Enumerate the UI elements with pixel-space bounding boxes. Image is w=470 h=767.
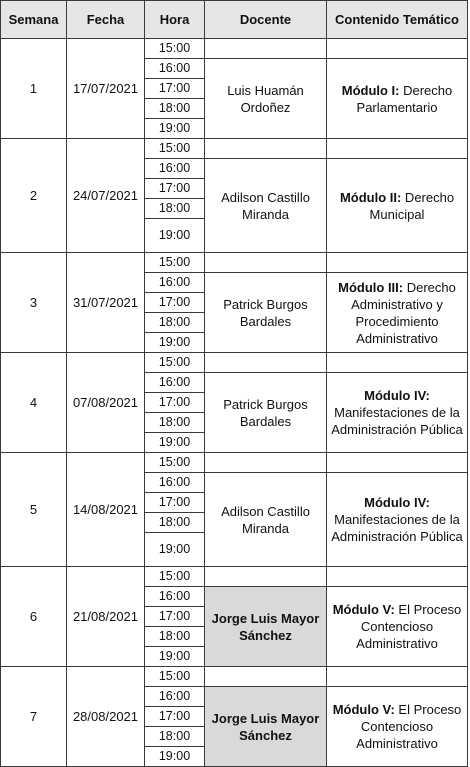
session-time: 17:00 <box>145 79 205 99</box>
session-time: 19:00 <box>145 433 205 453</box>
module-label: Módulo V: <box>332 702 395 717</box>
week-number: 5 <box>1 453 67 567</box>
topic-text: Manifestaciones de la Administración Pública <box>331 512 463 544</box>
session-time: 15:00 <box>145 667 205 687</box>
teacher-name: Jorge Luis Mayor Sánchez <box>205 687 327 767</box>
table-row <box>1 567 468 587</box>
header-row <box>1 1 468 39</box>
session-time: 19:00 <box>145 219 205 253</box>
session-date: 24/07/2021 <box>67 139 145 253</box>
session-time: 18:00 <box>145 99 205 119</box>
session-time: 18:00 <box>145 199 205 219</box>
session-time: 19:00 <box>145 533 205 567</box>
session-time: 18:00 <box>145 313 205 333</box>
session-date: 17/07/2021 <box>67 39 145 139</box>
session-date: 21/08/2021 <box>67 567 145 667</box>
topic-text: Derecho Municipal <box>369 189 455 222</box>
session-date: 14/08/2021 <box>67 453 145 567</box>
blank-topic-cell <box>327 667 468 687</box>
session-time: 15:00 <box>145 253 205 273</box>
blank-teacher-cell <box>205 453 327 473</box>
teacher-name: Adilson Castillo Miranda <box>205 159 327 253</box>
blank-teacher-cell <box>205 139 327 159</box>
session-time: 15:00 <box>145 453 205 473</box>
session-date: 31/07/2021 <box>67 253 145 353</box>
session-time: 17:00 <box>145 293 205 313</box>
header-teacher: Docente <box>205 1 327 39</box>
topic-cell <box>327 59 468 139</box>
session-time: 17:00 <box>145 179 205 199</box>
schedule-body <box>1 39 468 767</box>
module-label: Módulo IV: <box>364 495 430 510</box>
session-date: 28/08/2021 <box>67 667 145 767</box>
session-time: 17:00 <box>145 493 205 513</box>
topic-cell <box>327 687 468 767</box>
blank-topic-cell <box>327 453 468 473</box>
topic-text: Manifestaciones de la Administración Pública <box>331 405 463 437</box>
table-row <box>1 453 468 473</box>
week-number: 7 <box>1 667 67 767</box>
header-date: Fecha <box>67 1 145 39</box>
session-time: 19:00 <box>145 747 205 767</box>
table-row <box>1 667 468 687</box>
session-time: 16:00 <box>145 587 205 607</box>
session-time: 19:00 <box>145 119 205 139</box>
session-time: 16:00 <box>145 273 205 293</box>
header-week: Semana <box>1 1 67 39</box>
topic-text: Derecho Administrativo y Procedimiento Administrativo <box>351 279 456 346</box>
topic-text: El Proceso Contencioso Administrativo <box>356 702 462 751</box>
session-time: 15:00 <box>145 139 205 159</box>
session-time: 16:00 <box>145 59 205 79</box>
week-number: 1 <box>1 39 67 139</box>
blank-topic-cell <box>327 353 468 373</box>
topic-cell <box>327 273 468 353</box>
topic-cell <box>327 373 468 453</box>
blank-teacher-cell <box>205 39 327 59</box>
session-time: 15:00 <box>145 567 205 587</box>
topic-text: Derecho Parlamentario <box>356 82 453 115</box>
session-date: 07/08/2021 <box>67 353 145 453</box>
session-time: 18:00 <box>145 413 205 433</box>
week-number: 6 <box>1 567 67 667</box>
session-time: 15:00 <box>145 353 205 373</box>
blank-teacher-cell <box>205 667 327 687</box>
topic-cell <box>327 159 468 253</box>
session-time: 17:00 <box>145 607 205 627</box>
module-label: Módulo III: <box>338 279 404 295</box>
week-number: 4 <box>1 353 67 453</box>
session-time: 18:00 <box>145 513 205 533</box>
table-row <box>1 139 468 159</box>
session-time: 16:00 <box>145 473 205 493</box>
table-row <box>1 253 468 273</box>
session-time: 15:00 <box>145 39 205 59</box>
blank-teacher-cell <box>205 567 327 587</box>
session-time: 18:00 <box>145 627 205 647</box>
module-label: Módulo I: <box>341 82 400 98</box>
teacher-name: Patrick Burgos Bardales <box>205 273 327 353</box>
blank-teacher-cell <box>205 253 327 273</box>
teacher-name: Luis Huamán Ordoñez <box>205 59 327 139</box>
table-row <box>1 353 468 373</box>
session-time: 17:00 <box>145 707 205 727</box>
topic-text: El Proceso Contencioso Administrativo <box>356 602 462 651</box>
topic-cell <box>327 473 468 567</box>
module-label: Módulo V: <box>332 602 395 617</box>
session-time: 17:00 <box>145 393 205 413</box>
teacher-name: Jorge Luis Mayor Sánchez <box>205 587 327 667</box>
session-time: 19:00 <box>145 647 205 667</box>
session-time: 19:00 <box>145 333 205 353</box>
week-number: 3 <box>1 253 67 353</box>
session-time: 16:00 <box>145 687 205 707</box>
week-number: 2 <box>1 139 67 253</box>
header-topic: Contenido Temático <box>327 1 468 39</box>
teacher-name: Patrick Burgos Bardales <box>205 373 327 453</box>
blank-topic-cell <box>327 139 468 159</box>
blank-teacher-cell <box>205 353 327 373</box>
blank-topic-cell <box>327 567 468 587</box>
table-row <box>1 39 468 59</box>
module-label: Módulo IV: <box>364 388 430 403</box>
teacher-name: Adilson Castillo Miranda <box>205 473 327 567</box>
blank-topic-cell <box>327 253 468 273</box>
topic-cell <box>327 587 468 667</box>
blank-topic-cell <box>327 39 468 59</box>
header-hour: Hora <box>145 1 205 39</box>
module-label: Módulo II: <box>339 189 402 205</box>
session-time: 16:00 <box>145 159 205 179</box>
session-time: 18:00 <box>145 727 205 747</box>
session-time: 16:00 <box>145 373 205 393</box>
